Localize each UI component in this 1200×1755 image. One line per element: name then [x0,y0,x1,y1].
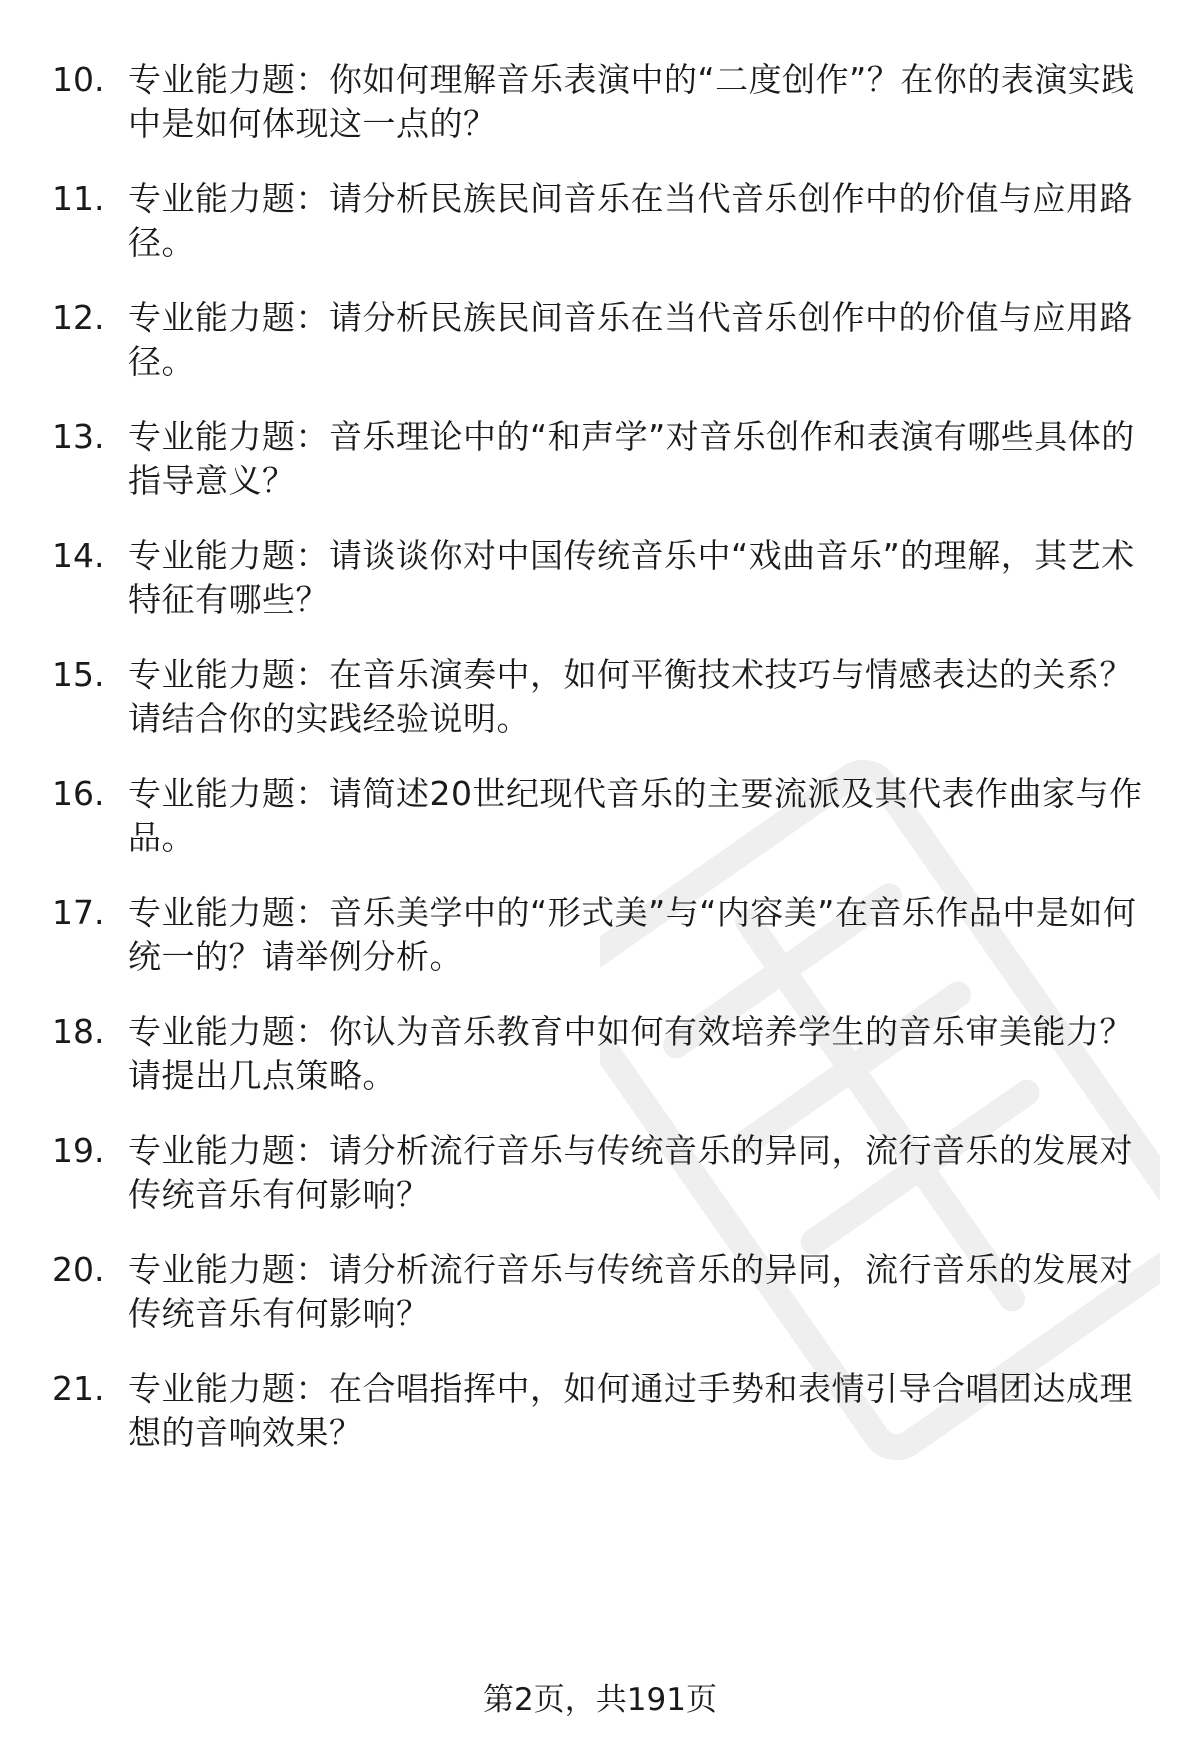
question-number: 13. [52,417,105,456]
question-text: 专业能力题：请分析民族民间音乐在当代音乐创作中的价值与应用路径。 [128,298,1133,381]
question-item [52,177,1152,265]
question-item [52,296,1152,384]
question-number: 20. [52,1250,105,1289]
question-text: 专业能力题：请分析流行音乐与传统音乐的异同，流行音乐的发展对传统音乐有何影响？ [128,1250,1133,1333]
question-number: 19. [52,1131,105,1170]
question-text: 专业能力题：在合唱指挥中，如何通过手势和表情引导合唱团达成理想的音响效果？ [128,1369,1133,1452]
question-item [52,772,1152,860]
question-item [52,534,1152,622]
question-text: 专业能力题：音乐美学中的“形式美”与“内容美”在音乐作品中是如何统一的？请举例分析。 [128,893,1137,976]
question-text: 专业能力题：请简述20世纪现代音乐的主要流派及其代表作曲家与作品。 [128,774,1143,857]
question-number: 17. [52,893,105,932]
question-item [52,1129,1152,1217]
question-item [52,1010,1152,1098]
question-text: 专业能力题：请分析流行音乐与传统音乐的异同，流行音乐的发展对传统音乐有何影响？ [128,1131,1133,1214]
question-number: 16. [52,774,105,813]
question-number: 15. [52,655,105,694]
question-number: 10. [52,60,105,99]
question-number: 11. [52,179,105,218]
question-number: 14. [52,536,105,575]
question-item [52,58,1152,146]
question-text: 专业能力题：你如何理解音乐表演中的“二度创作”？在你的表演实践中是如何体现这一点的？ [128,60,1135,143]
question-list [52,58,1152,1486]
question-number: 18. [52,1012,105,1051]
page-footer: 第2页，共191页 [483,1682,717,1718]
question-text: 专业能力题：请分析民族民间音乐在当代音乐创作中的价值与应用路径。 [128,179,1133,262]
question-number: 12. [52,298,105,337]
question-text: 专业能力题：在音乐演奏中，如何平衡技术技巧与情感表达的关系？请结合你的实践经验说明。 [128,655,1133,738]
question-text: 专业能力题：音乐理论中的“和声学”对音乐创作和表演有哪些具体的指导意义？ [128,417,1135,500]
question-item [52,1367,1152,1455]
question-item [52,1248,1152,1336]
question-number: 21. [52,1369,105,1408]
question-text: 专业能力题：你认为音乐教育中如何有效培养学生的音乐审美能力？请提出几点策略。 [128,1012,1133,1095]
question-item [52,415,1152,503]
question-item [52,891,1152,979]
question-text: 专业能力题：请谈谈你对中国传统音乐中“戏曲音乐”的理解，其艺术特征有哪些？ [128,536,1135,619]
question-item [52,653,1152,741]
